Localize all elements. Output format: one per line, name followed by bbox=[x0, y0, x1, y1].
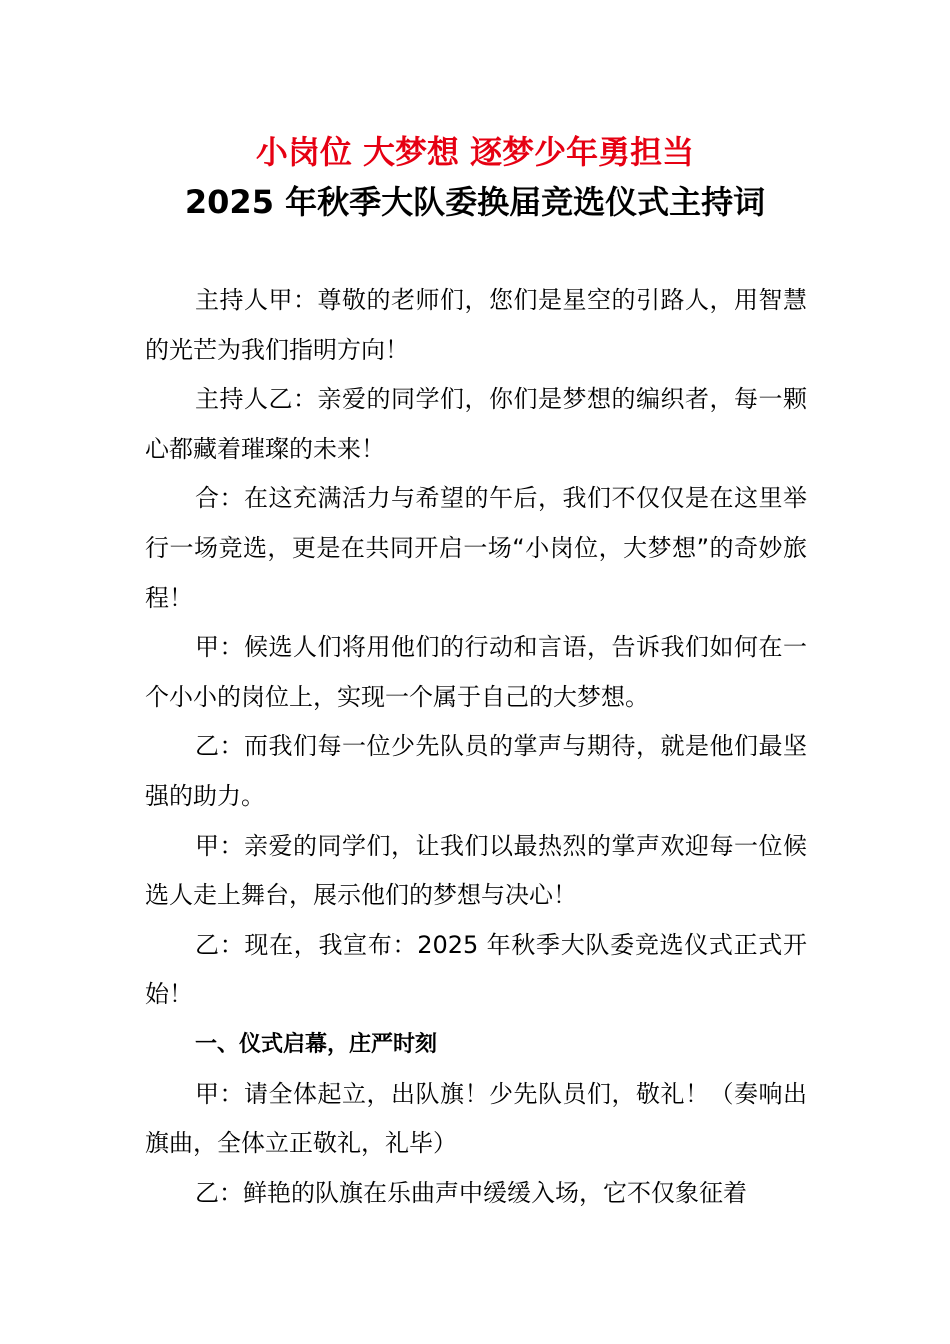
document-title-main: 小岗位 大梦想 逐梦少年勇担当 bbox=[255, 133, 695, 171]
document-body bbox=[145, 276, 807, 1218]
paragraph: 乙：而我们每一位少先队员的掌声与期待，就是他们最坚强的助力。 bbox=[145, 732, 807, 810]
paragraph: 甲：请全体起立，出队旗！少先队员们，敬礼！（奏响出旗曲，全体立正敬礼，礼毕） bbox=[145, 1079, 807, 1158]
section-heading: 一、仪式启幕，庄严时刻 bbox=[195, 1031, 438, 1057]
document-title-sub: 2025 年秋季大队委换届竞选仪式主持词 bbox=[184, 183, 766, 221]
paragraph: 甲：候选人们将用他们的行动和言语，告诉我们如何在一个小小的岗位上，实现一个属于自己的大梦想。 bbox=[145, 633, 807, 711]
paragraph: 主持人乙：亲爱的同学们，你们是梦想的编织者，每一颗心都藏着璀璨的未来！ bbox=[145, 385, 807, 463]
paragraph: 甲：亲爱的同学们，让我们以最热烈的掌声欢迎每一位候选人走上舞台，展示他们的梦想与决心！ bbox=[145, 831, 807, 910]
paragraph: 乙：现在，我宣布：2025 年秋季大队委竞选仪式正式开始！ bbox=[145, 930, 807, 1009]
paragraph: 主持人甲：尊敬的老师们，您们是星空的引路人，用智慧的光芒为我们指明方向！ bbox=[145, 286, 807, 364]
paragraph: 乙：鲜艳的队旗在乐曲声中缓缓入场，它不仅象征着 bbox=[195, 1178, 747, 1207]
paragraph: 合：在这充满活力与希望的午后，我们不仅仅是在这里举行一场竞选，更是在共同开启一场“小岗位，大梦想”的奇妙旅程！ bbox=[145, 484, 807, 612]
